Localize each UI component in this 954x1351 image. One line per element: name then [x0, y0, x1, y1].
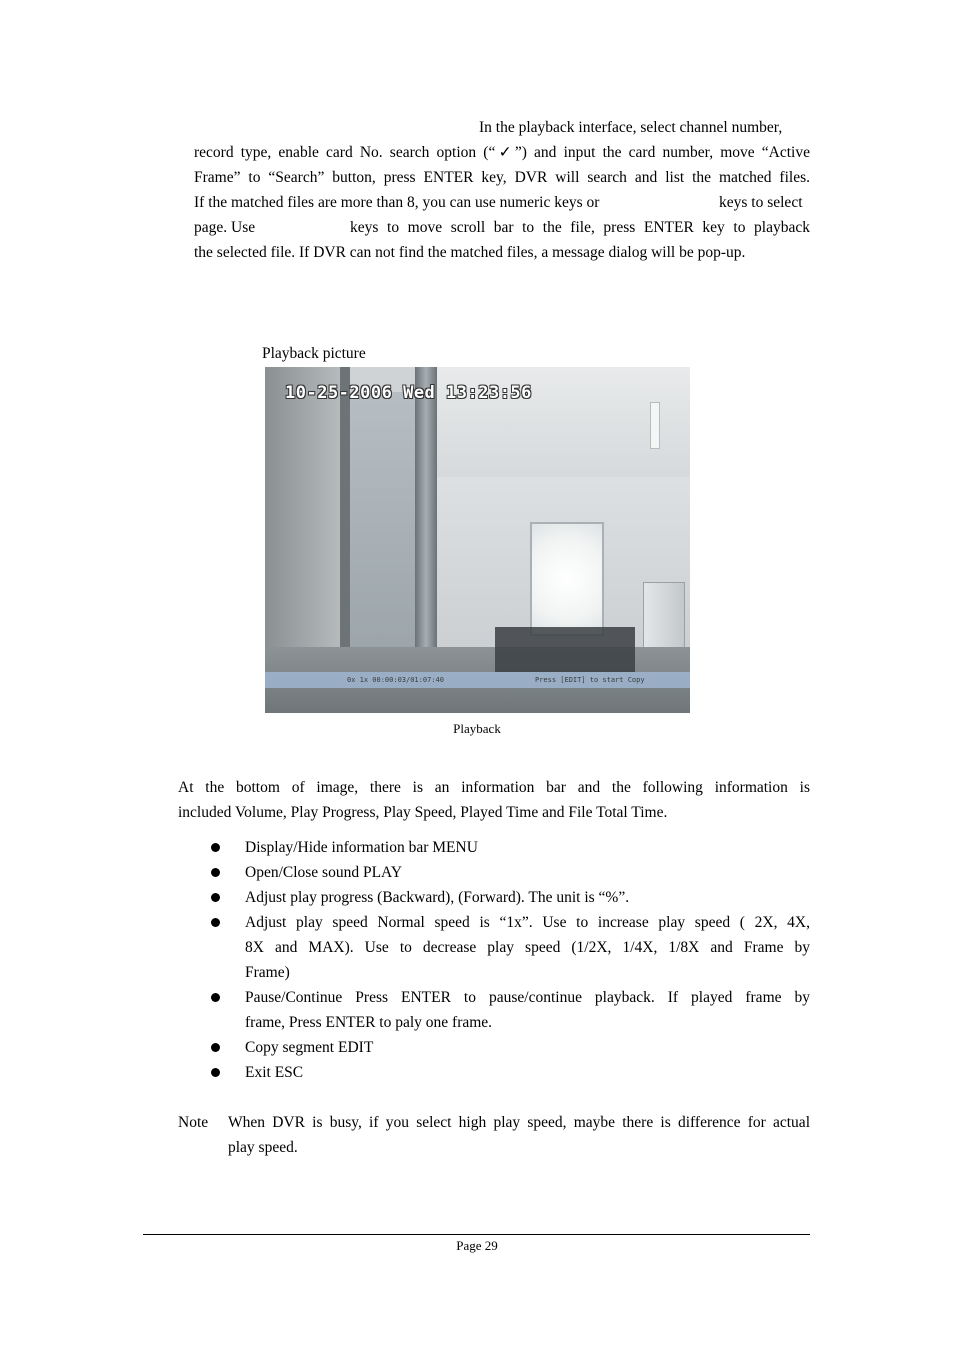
intro-line-5b: keys to move scroll bar to the file, press ENTER key to playback [350, 219, 810, 236]
bullet-icon [211, 868, 220, 877]
bullet-item: Display/Hide information bar MENU [245, 839, 478, 856]
note-line-2: play speed. [228, 1139, 298, 1156]
playback-timestamp: 10-25-2006 Wed 13:23:56 [285, 383, 532, 403]
body-line-1: At the bottom of image, there is an information bar and the following information is [178, 779, 810, 796]
playback-info-bar [265, 672, 690, 688]
bullet-item-cont: frame, Press ENTER to paly one frame. [245, 1014, 493, 1031]
bullet-item: Adjust play speed Normal speed is “1x”. Use to increase play speed ( 2X, 4X, [245, 914, 810, 931]
figure-heading: Playback picture [262, 345, 366, 362]
body-line-2: included Volume, Play Progress, Play Speed, Played Time and File Total Time. [178, 804, 668, 821]
footer-rule [143, 1234, 810, 1235]
intro-line-6: the selected file. If DVR can not find the matched files, a message dialog will be pop-up. [194, 244, 746, 261]
note-line-1: When DVR is busy, if you select high play speed, maybe there is difference for actual [228, 1114, 810, 1131]
playback-image [265, 367, 690, 713]
figure-caption: Playback [453, 721, 501, 736]
intro-line-4a: If the matched files are more than 8, you can use numeric keys or [194, 194, 600, 211]
intro-line-3: Frame” to “Search” button, press ENTER key, DVR will search and list the matched files. [194, 169, 810, 186]
bullet-item-cont: 8X and MAX). Use to decrease play speed (1/2X, 1/4X, 1/8X and Frame by [245, 939, 810, 956]
bullet-icon [211, 893, 220, 902]
intro-line-4b: keys to select [719, 194, 803, 211]
bullet-item: Exit ESC [245, 1064, 304, 1081]
bullet-icon [211, 993, 220, 1002]
info-bar-hint: Press [EDIT] to start Copy [535, 676, 645, 684]
bullet-item-cont: Frame) [245, 964, 290, 981]
intro-line-2: record type, enable card No. search option (“✓”) and input the card number, move “Active [194, 144, 810, 161]
bullet-item: Open/Close sound PLAY [245, 864, 403, 881]
bullet-icon [211, 843, 220, 852]
page-number: Page 29 [456, 1238, 498, 1253]
note-label: Note [178, 1114, 209, 1131]
bullet-icon [211, 1068, 220, 1077]
bullet-icon [211, 1043, 220, 1052]
bullet-item: Adjust play progress (Backward), (Forward). The unit is “%”. [245, 889, 630, 906]
info-bar-progress: 0x 1x 00:00:03/01:07:40 [347, 676, 444, 684]
bullet-item: Pause/Continue Press ENTER to pause/continue playback. If played frame by [245, 989, 810, 1006]
intro-line-1: In the playback interface, select channel number, [479, 119, 783, 136]
bullet-item: Copy segment EDIT [245, 1039, 374, 1056]
intro-line-5a: page. Use [194, 219, 256, 236]
bullet-icon [211, 918, 220, 927]
